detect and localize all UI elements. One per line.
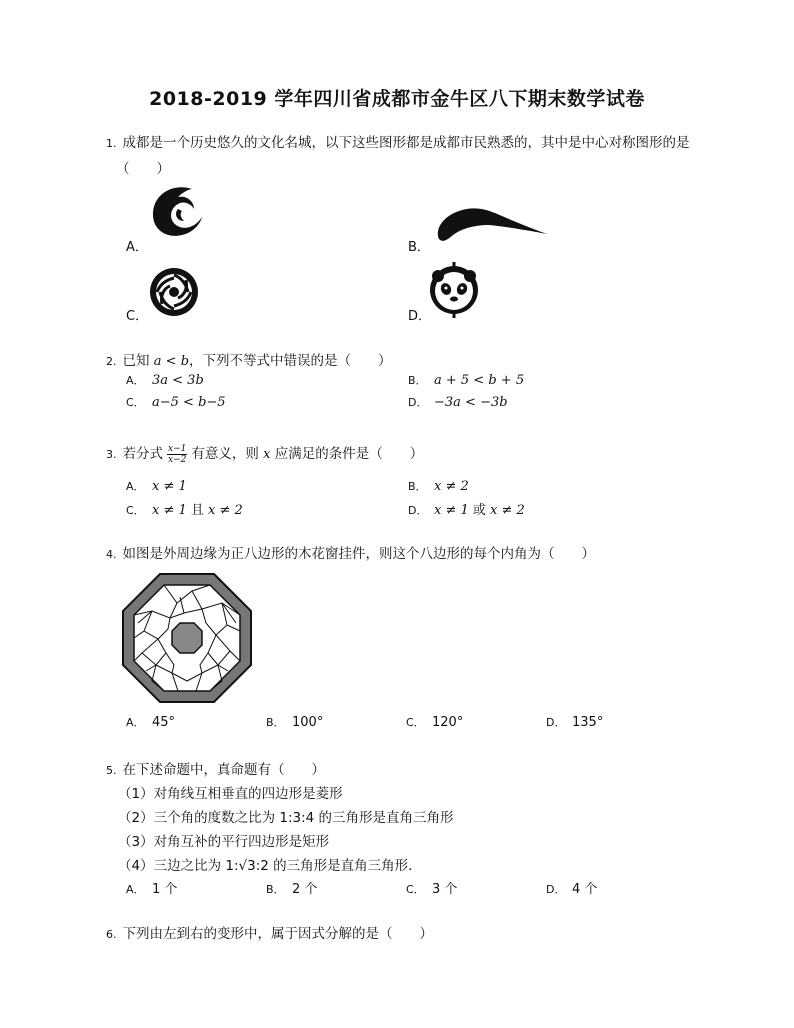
option-c xyxy=(406,878,457,897)
option-label: B． xyxy=(266,716,285,729)
option-a xyxy=(126,478,187,494)
option-label: D． xyxy=(408,309,432,324)
option-a xyxy=(126,372,204,388)
answer-paren: （ ） xyxy=(116,161,170,177)
option-value: −3a < −3b xyxy=(434,395,508,410)
option-label: D． xyxy=(408,396,428,409)
option-value: x ≠ 1 xyxy=(152,479,187,494)
option-c xyxy=(126,394,226,410)
swirl-logo-image xyxy=(148,183,208,241)
fraction xyxy=(167,444,187,465)
math-variable: x xyxy=(263,447,271,462)
option-value: x ≠ 2 xyxy=(434,479,469,494)
question-number: 4. xyxy=(106,548,117,561)
proposition-item: （2）三个角的度数之比为 1:3:4 的三角形是直角三角形 xyxy=(118,810,454,826)
option-label: A． xyxy=(126,240,148,255)
proposition-item: （1）对角线互相垂直的四边形是菱形 xyxy=(118,786,343,802)
option-label: A． xyxy=(126,374,145,387)
option-value: a + 5 < b + 5 xyxy=(434,373,525,388)
question-number: 2. xyxy=(106,355,117,368)
option-label: C． xyxy=(126,504,145,517)
option-a xyxy=(126,714,175,730)
option-label: C． xyxy=(126,396,145,409)
question-number: 6. xyxy=(106,928,117,941)
panda-logo-image xyxy=(427,262,481,318)
option-b xyxy=(408,372,524,388)
option-d xyxy=(408,499,525,518)
question-text: 在下述命题中，真命题有（ ） xyxy=(122,762,325,778)
option-label: B． xyxy=(408,374,427,387)
option-label: D． xyxy=(408,504,428,517)
option-a xyxy=(126,878,177,897)
option-value: 120° xyxy=(432,715,464,730)
question-text: ，下列不等式中错误的是（ ） xyxy=(189,353,392,369)
option-value: 3 个 xyxy=(432,882,458,897)
question-text: 成都是一个历史悠久的文化名城，以下这些图形都是成都市民熟悉的，其中是中心对称图形的是 xyxy=(122,135,690,151)
question-4 xyxy=(106,542,595,562)
option-d xyxy=(546,714,603,730)
question-text: 下列由左到右的变形中，属于因式分解的是（ ） xyxy=(122,926,433,942)
option-label: B． xyxy=(408,240,430,255)
option-label: A． xyxy=(126,480,145,493)
question-1 xyxy=(106,131,690,151)
option-value: x ≠ 2 xyxy=(208,503,243,518)
option-value: 1 个 xyxy=(152,882,178,897)
math-expression: a < b xyxy=(153,354,190,369)
option-value: 45° xyxy=(152,715,176,730)
option-label: C． xyxy=(406,716,425,729)
ring-pattern-image xyxy=(148,266,200,318)
question-3 xyxy=(106,442,423,465)
page-title: 2018-2019 学年四川省成都市金牛区八下期末数学试卷 xyxy=(149,88,645,110)
option-c xyxy=(126,499,243,518)
option-label: D． xyxy=(546,883,566,896)
octagon-window-figure xyxy=(122,573,252,703)
question-text: 如图是外周边缘为正八边形的木花窗挂件，则这个八边形的每个内角为（ ） xyxy=(122,546,595,562)
question-text: 应满足的条件是（ ） xyxy=(274,446,424,462)
option-value: x ≠ 2 xyxy=(490,503,525,518)
question-text: 若分式 xyxy=(122,446,163,462)
proposition-item: （4）三边之比为 1:√3:2 的三角形是直角三角形． xyxy=(118,858,422,874)
option-b xyxy=(266,878,317,897)
option-b xyxy=(266,714,323,730)
option-b xyxy=(408,478,469,494)
option-d xyxy=(546,878,597,897)
option-value: a−5 < b−5 xyxy=(152,395,226,410)
question-2 xyxy=(106,349,392,369)
option-label: A． xyxy=(126,883,145,896)
question-5 xyxy=(106,758,325,778)
proposition-item: （3）对角互补的平行四边形是矩形 xyxy=(118,834,330,850)
option-value: x ≠ 1 xyxy=(434,503,469,518)
option-d xyxy=(408,394,508,410)
fraction-denominator: x−2 xyxy=(168,454,187,465)
option-label: C． xyxy=(126,309,149,324)
option-label: B． xyxy=(266,883,285,896)
swoosh-logo-image xyxy=(433,203,551,245)
question-text: 已知 xyxy=(122,353,150,369)
option-label: D． xyxy=(546,716,566,729)
option-value: 3a < 3b xyxy=(152,373,204,388)
option-label: C． xyxy=(406,883,425,896)
question-text: 有意义，则 xyxy=(191,446,259,462)
option-connector: 或 xyxy=(468,503,491,518)
question-number: 5. xyxy=(106,764,117,777)
question-6 xyxy=(106,922,433,942)
option-label: A． xyxy=(126,716,145,729)
question-number: 1. xyxy=(106,137,117,150)
option-connector: 且 xyxy=(186,503,209,518)
option-label: B． xyxy=(408,480,427,493)
option-value: 4 个 xyxy=(572,882,598,897)
option-value: 2 个 xyxy=(292,882,318,897)
option-value: 135° xyxy=(572,715,604,730)
option-value: x ≠ 1 xyxy=(152,503,187,518)
option-value: 100° xyxy=(292,715,324,730)
option-c xyxy=(406,714,463,730)
fraction-numerator: x−1 xyxy=(168,443,187,454)
question-number: 3. xyxy=(106,448,117,461)
